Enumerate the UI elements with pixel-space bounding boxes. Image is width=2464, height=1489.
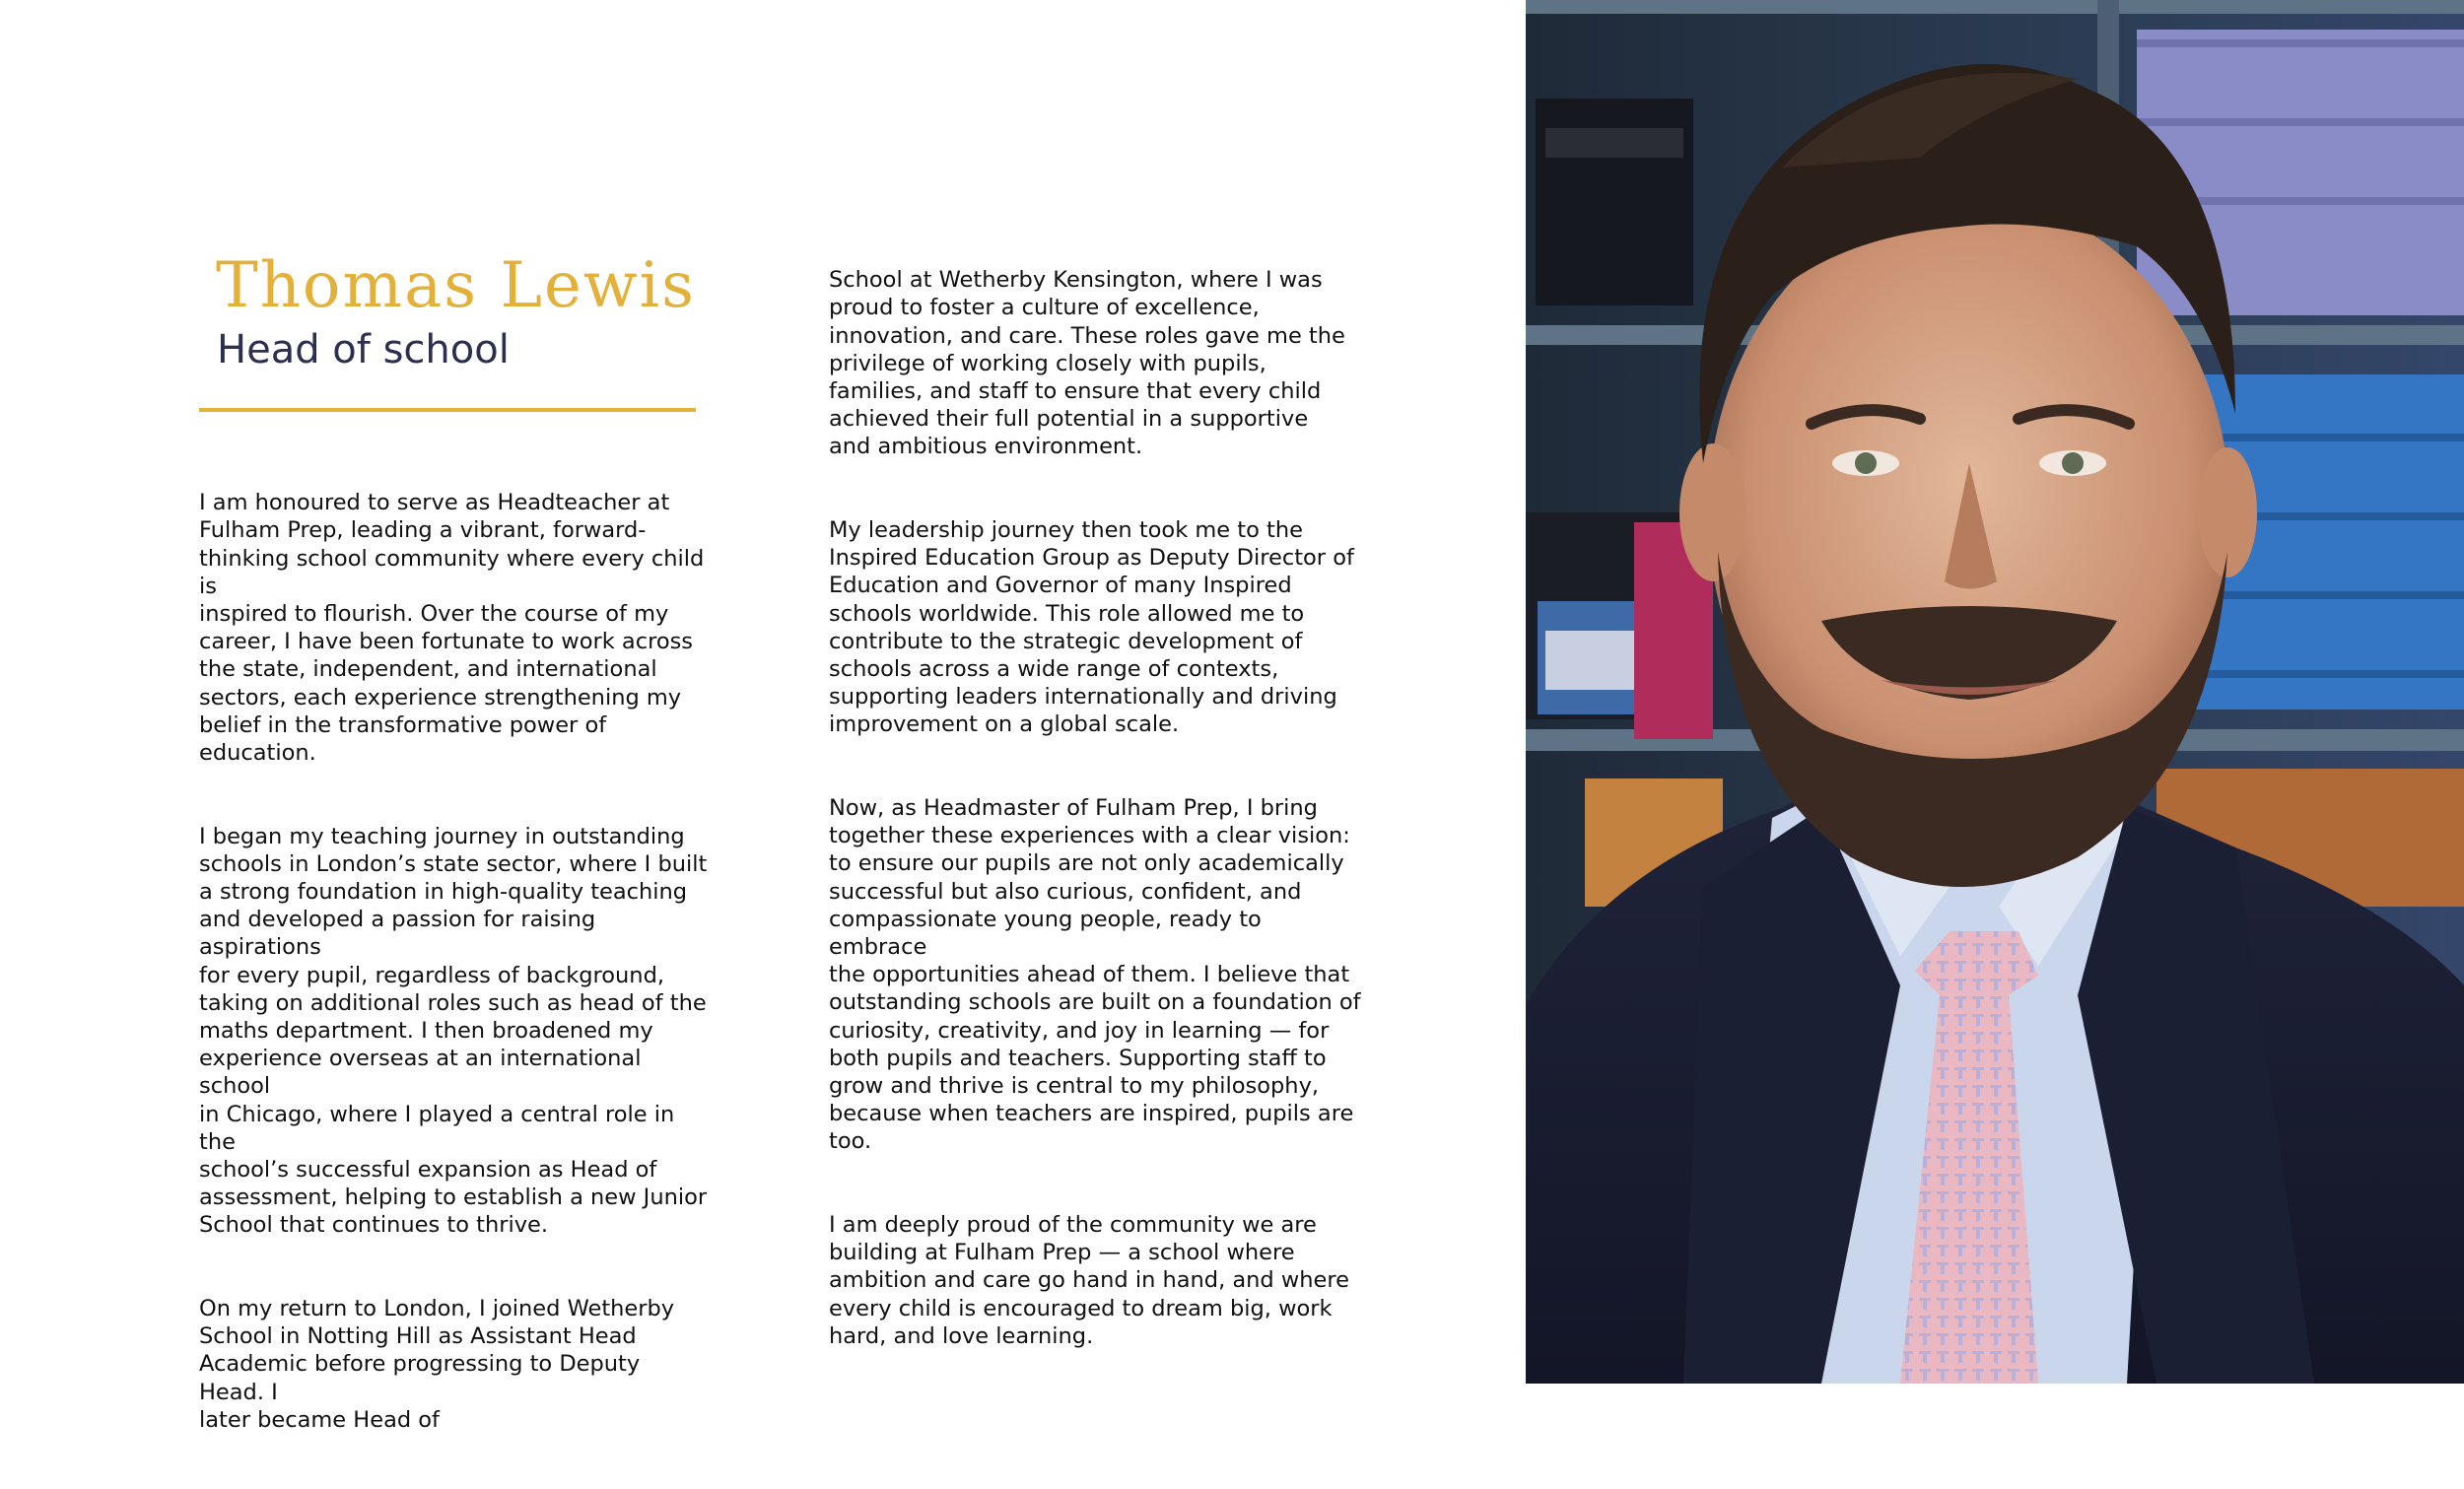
bio-paragraph: I began my teaching journey in outstanding schools in London’s state sector, where I built a strong foundation in high-quality teaching and developed a passion for raising aspirations for every pupil, regardless of background, taking on additional roles such as head of the maths department. I then broadened my experience overseas at an international school in Chicago, where I played a central role in the school’s successful expansion as Head of assessment, helping to establish a new Junior School that continues to thrive. [199, 823, 708, 1239]
bio-paragraph: I am deeply proud of the community we are building at Fulham Prep — a school where ambition and care go hand in hand, and where every child is encouraged to dream big, work hard, and love learning. [829, 1212, 1349, 1349]
bio-paragraph: My leadership journey then took me to the Inspired Education Group as Deputy Director of Education and Governor of many Inspired schools worldwide. This role allowed me to contribute to the strategic development of schools across a wide range of contexts, supporting leaders internationally and driving improvement on a global scale. [829, 517, 1354, 738]
person-name: Thomas Lewis [216, 249, 696, 322]
gold-divider [199, 408, 696, 412]
portrait-photo [1526, 0, 2464, 1384]
person-role: Head of school [217, 327, 510, 372]
bio-paragraph: I am honoured to serve as Headteacher at Fulham Prep, leading a vibrant, forward- thinking school community where every child is inspired to flourish. Over the course of my career, I have been fortunate to work across the state, independent, and international sectors, each experience strengthening my belief in the transformative power of education. [199, 490, 705, 767]
bio-column-1 [199, 461, 712, 1489]
bio-paragraph: Now, as Headmaster of Fulham Prep, I bring together these experiences with a clear vision: to ensure our pupils are not only academically successful but also curious, confident, and compassionate young people, ready to embrace the opportunities ahead of them. I believe that outstanding schools are built on a foundation of curiosity, creativity, and joy in learning — for both pupils and teachers. Supporting staff to grow and thrive is central to my philosophy, because when teachers are inspired, pupils are too. [829, 795, 1361, 1155]
bio-paragraph: On my return to London, I joined Wetherby School in Notting Hill as Assistant Head Academic before progressing to Deputy Head. I later became Head of [199, 1296, 675, 1433]
bio-paragraph: School at Wetherby Kensington, where I was proud to foster a culture of excellence, innovation, and care. These roles gave me the privilege of working closely with pupils, families, and staff to ensure that every child achieved their full potential in a supportive and ambitious environment. [829, 267, 1345, 460]
bio-column-2 [829, 238, 1361, 1405]
